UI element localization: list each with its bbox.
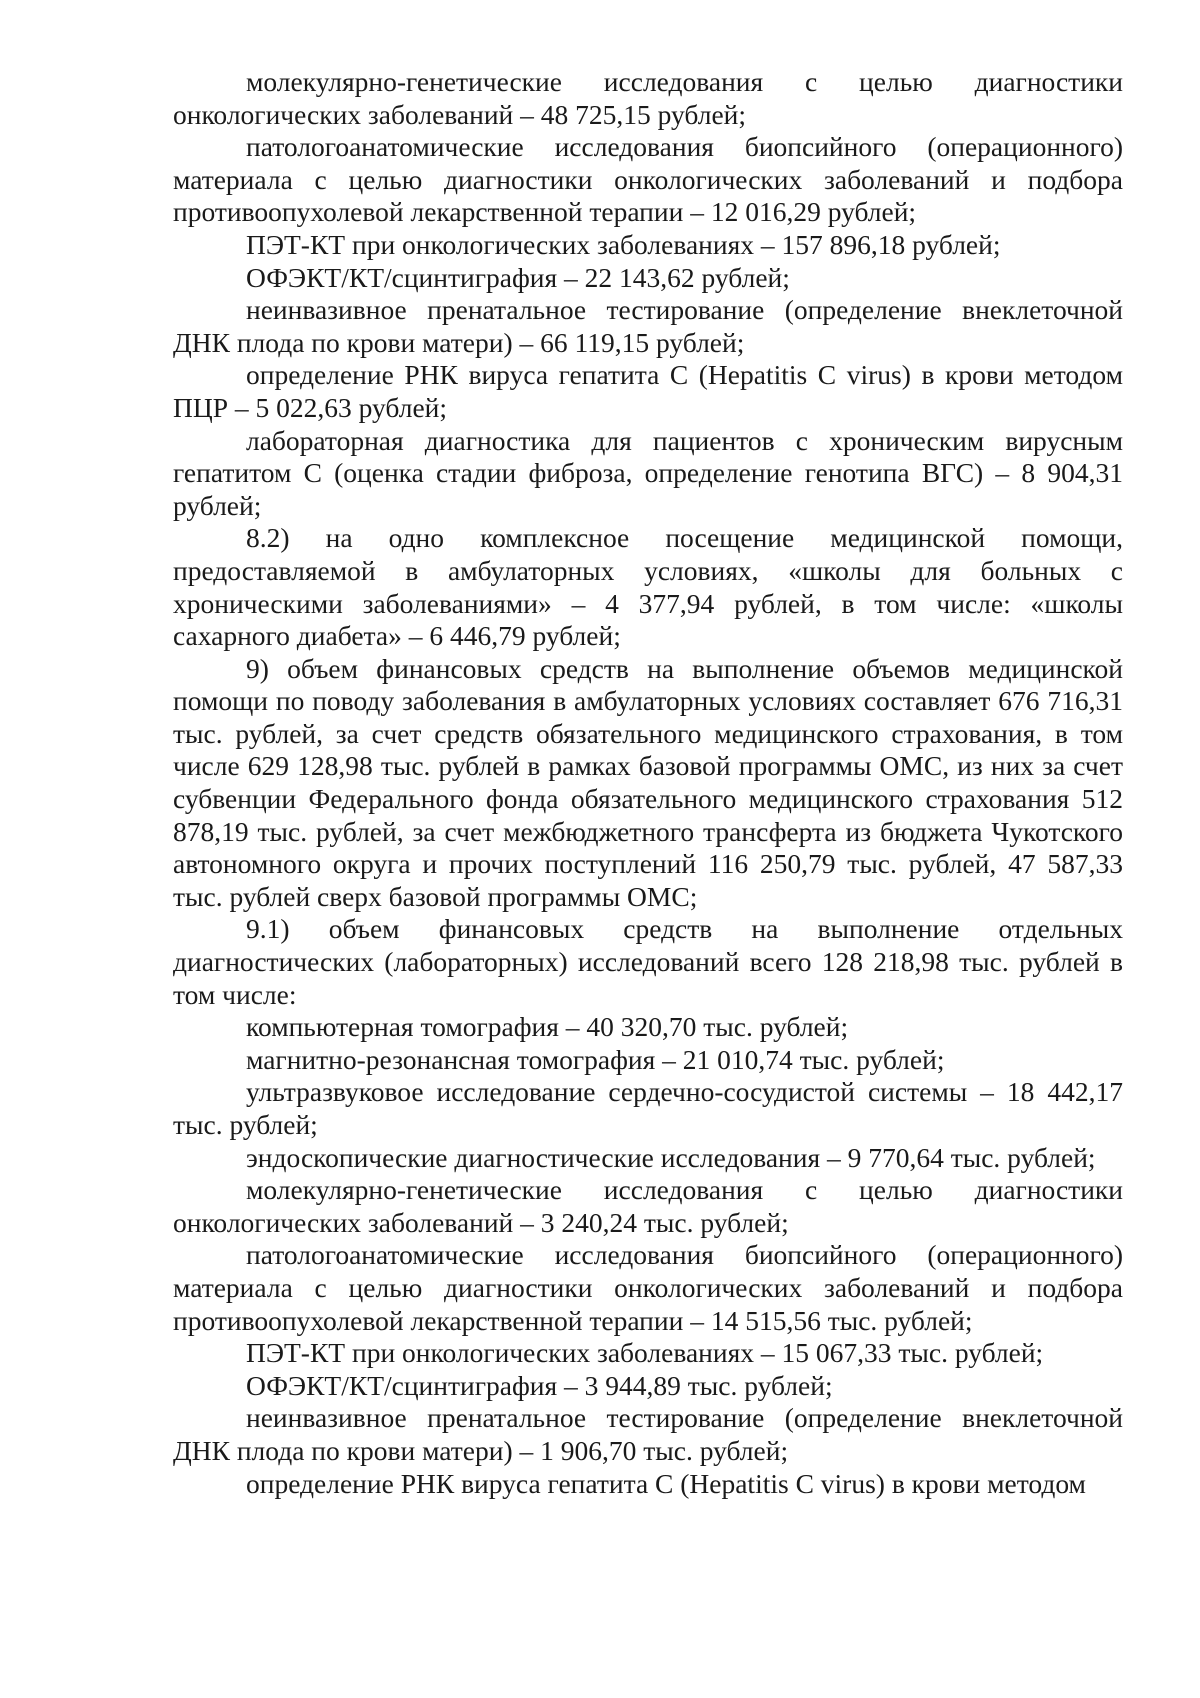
paragraph-3: ПЭТ-КТ при онкологических заболеваниях – 157 896,18 рублей; <box>246 228 1001 260</box>
paragraph-19: неинвазивное пренатальное тестирование (определение внеклеточной ДНК плода по крови матери) – 1 906,70 тыс. рублей; <box>173 1402 1123 1466</box>
paragraph-4: ОФЭКТ/КТ/сцинтиграфия – 22 143,62 рублей; <box>246 261 790 293</box>
document-body <box>173 66 1123 1500</box>
paragraph-2: патологоанатомические исследования биопсийного (операционного) материала с целью диагностики онкологических заболеваний и подбора противоопухолевой лекарственной терапии – 12 016,29 рублей; <box>173 131 1123 228</box>
paragraph-11: компьютерная томография – 40 320,70 тыс. рублей; <box>246 1011 849 1043</box>
paragraph-12: магнитно-резонансная томография – 21 010,74 тыс. рублей; <box>246 1043 945 1075</box>
paragraph-17: ПЭТ-КТ при онкологических заболеваниях – 15 067,33 тыс. рублей; <box>246 1337 1044 1369</box>
paragraph-18: ОФЭКТ/КТ/сцинтиграфия – 3 944,89 тыс. рублей; <box>246 1369 833 1401</box>
paragraph-7: лабораторная диагностика для пациентов с хроническим вирусным гепатитом С (оценка стадии фиброза, определение генотипа ВГС) – 8 904,31 рублей; <box>173 424 1123 521</box>
paragraph-1: молекулярно-генетические исследования с целью диагностики онкологических заболеваний – 48 725,15 рублей; <box>173 66 1123 130</box>
paragraph-14: эндоскопические диагностические исследования – 9 770,64 тыс. рублей; <box>246 1141 1096 1173</box>
paragraph-20: определение РНК вируса гепатита С (Hepatitis C virus) в крови методом <box>246 1467 1086 1499</box>
paragraph-6: определение РНК вируса гепатита С (Hepatitis C virus) в крови методом ПЦР – 5 022,63 рублей; <box>173 359 1123 423</box>
paragraph-15: молекулярно-генетические исследования с целью диагностики онкологических заболеваний – 3 240,24 тыс. рублей; <box>173 1174 1123 1238</box>
paragraph-5: неинвазивное пренатальное тестирование (определение внеклеточной ДНК плода по крови матери) – 66 119,15 рублей; <box>173 294 1123 358</box>
paragraph-9: 9) объем финансовых средств на выполнение объемов медицинской помощи по поводу заболевания в амбулаторных условиях составляет 676 716,31 тыс. рублей, за счет средств обязательного медицинского страхования, в том числе 629 128,98 тыс. рублей в рамках базовой программы ОМС, из них за счет субвенции Федерального фонда обязательного медицинского страхования 512 878,19 тыс. рублей, за счет межбюджетного трансферта из бюджета Чукотского автономного округа и прочих поступлений 116 250,79 тыс. рублей, 47 587,33 тыс. рублей сверх базовой программы ОМС; <box>173 652 1123 912</box>
paragraph-10: 9.1) объем финансовых средств на выполнение отдельных диагностических (лабораторных) исследований всего 128 218,98 тыс. рублей в том числе: <box>173 913 1123 1010</box>
paragraph-8: 8.2) на одно комплексное посещение медицинской помощи, предоставляемой в амбулаторных условиях, «школы для больных с хроническими заболеваниями» – 4 377,94 рублей, в том числе: «школы сахарного диабета» – 6 446,79 рублей; <box>173 522 1123 652</box>
paragraph-13: ультразвуковое исследование сердечно-сосудистой системы – 18 442,17 тыс. рублей; <box>173 1076 1123 1140</box>
paragraph-16: патологоанатомические исследования биопсийного (операционного) материала с целью диагностики онкологических заболеваний и подбора противоопухолевой лекарственной терапии – 14 515,56 тыс. рублей; <box>173 1239 1123 1336</box>
